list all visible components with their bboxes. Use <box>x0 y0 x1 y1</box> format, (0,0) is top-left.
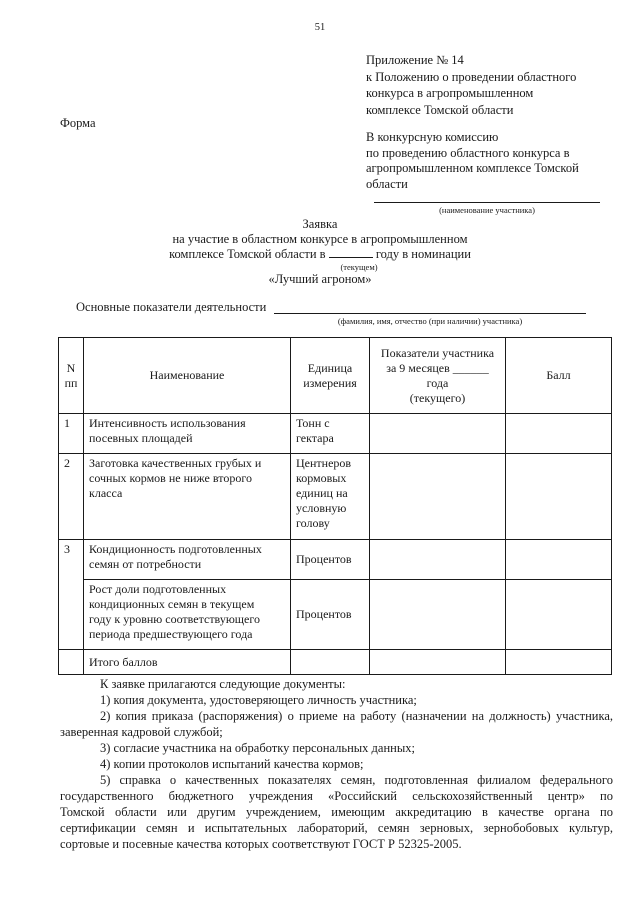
cell-text: условную <box>296 501 347 515</box>
participant-fio-caption: (фамилия, имя, отчество (при наличии) участника) <box>337 316 523 326</box>
cell-text: году к уровню соответствующего <box>89 612 260 626</box>
document-item: заверенная кадровой службой; <box>60 725 223 739</box>
attached-documents <box>60 676 613 852</box>
cell-number: 2 <box>59 454 84 540</box>
nomination-title: «Лучший агроном» <box>268 272 372 286</box>
cell-text: посевных площадей <box>89 431 193 445</box>
cell-unit: Процентов <box>291 540 370 580</box>
addressee-line: В конкурсную комиссию <box>366 130 499 144</box>
cell-indicator-value <box>370 540 506 580</box>
cell-number: 1 <box>59 414 84 454</box>
appendix-line: Приложение № 14 <box>366 53 464 67</box>
documents-intro: К заявке прилагаются следующие документы: <box>100 677 346 691</box>
table-total-row <box>59 650 612 675</box>
cell-score <box>506 580 612 650</box>
header-text: за 9 месяцев ______ <box>386 360 489 375</box>
cell-indicator-value <box>370 650 506 675</box>
header-text: пп <box>64 375 78 390</box>
document-item: сертификации семян и испытательных лабораторий, семян зерновых, зернобобовых культур, <box>60 821 613 835</box>
cell-number <box>59 650 84 675</box>
document-item: государственного бюджетного учреждения «Российский сельскохозяйственный центр» по <box>60 789 613 803</box>
header-text: Балл <box>546 368 571 382</box>
application-heading: Заявка <box>302 217 338 231</box>
document-item: 1) копия документа, удостоверяющего личность участника; <box>100 693 417 707</box>
cell-total-label: Итого баллов <box>84 650 291 675</box>
header-text: Единица <box>307 360 353 375</box>
application-subtitle-part: комплексе Томской области в <box>169 247 326 261</box>
table-row <box>59 580 612 650</box>
appendix-block <box>366 52 576 118</box>
header-name <box>84 338 291 414</box>
addressee-line: области <box>366 176 408 191</box>
cell-text: Заготовка качественных грубых и <box>89 456 262 470</box>
page-number: 51 <box>314 22 326 33</box>
header-text: измерения <box>303 375 357 390</box>
cell-indicator-value <box>370 454 506 540</box>
cell-name <box>84 580 291 650</box>
document-item: Томской области или другим учреждением, имеющим аккредитацию в качестве органа по <box>60 805 613 819</box>
application-subtitle-part: году в номинации <box>375 247 471 261</box>
cell-text: кормовых <box>296 471 347 485</box>
addressee-line: агропромышленном комплексе Томской <box>366 161 579 175</box>
cell-text: сочных кормов не ниже второго <box>89 471 252 485</box>
cell-name <box>84 414 291 454</box>
cell-text: Центнеров <box>296 456 352 470</box>
application-subtitle-line: на участие в областном конкурсе в агропромышленном <box>172 232 468 246</box>
header-text: Показатели участника <box>380 345 495 360</box>
cell-text: Кондиционность подготовленных <box>89 542 262 556</box>
cell-score <box>506 540 612 580</box>
header-number <box>59 338 84 414</box>
cell-name <box>84 540 291 580</box>
forma-label: Форма <box>60 116 96 130</box>
header-indicators <box>370 338 506 414</box>
participant-fio-line <box>274 313 586 314</box>
document-item: 4) копии протоколов испытаний качества кормов; <box>100 757 364 771</box>
cell-score <box>506 414 612 454</box>
main-indicators-label: Основные показатели деятельности <box>76 300 267 314</box>
cell-text: единиц на <box>296 486 348 500</box>
header-score <box>506 338 612 414</box>
cell-name <box>84 454 291 540</box>
cell-unit <box>291 454 370 540</box>
cell-text: Интенсивность использования <box>89 416 246 430</box>
cell-text: класса <box>89 486 123 500</box>
cell-score <box>506 454 612 540</box>
year-blank <box>329 246 373 258</box>
cell-score <box>506 650 612 675</box>
cell-text: периода предшествующего года <box>89 627 253 641</box>
cell-text: голову <box>296 516 330 530</box>
addressee-block <box>366 130 579 192</box>
header-text: года <box>426 375 449 390</box>
cell-unit <box>291 650 370 675</box>
header-text: N <box>66 360 76 375</box>
table-row <box>59 414 612 454</box>
cell-text: гектара <box>296 431 334 445</box>
application-subtitle-line <box>0 246 640 262</box>
cell-indicator-value <box>370 414 506 454</box>
year-caption: (текущем) <box>340 262 378 272</box>
document-item: сортовые и посевные качества которых соответствуют ГОСТ Р 52325-2005. <box>60 837 462 851</box>
appendix-line: к Положению о проведении областного <box>366 69 577 84</box>
appendix-line: конкурса в агропромышленном <box>366 86 534 100</box>
cell-text: Рост доли подготовленных <box>89 582 227 596</box>
cell-text: кондиционных семян в текущем <box>89 597 255 611</box>
header-unit <box>291 338 370 414</box>
participant-caption: (наименование участника) <box>439 205 535 215</box>
cell-unit <box>291 414 370 454</box>
document-item: 5) справка о качественных показателях семян, подготовленная филиалом федерального <box>100 773 613 787</box>
cell-text: Тонн с <box>296 416 330 430</box>
table-header-row <box>59 338 612 414</box>
addressee-line: по проведению областного конкурса в <box>366 145 570 160</box>
cell-text: семян от потребности <box>89 557 202 571</box>
cell-indicator-value <box>370 580 506 650</box>
participant-name-line <box>374 202 600 203</box>
header-text: (текущего) <box>409 390 466 405</box>
table-row <box>59 540 612 580</box>
appendix-line: комплексе Томской области <box>366 102 514 117</box>
cell-number: 3 <box>59 540 84 650</box>
header-text: Наименование <box>149 368 225 382</box>
cell-unit: Процентов <box>291 580 370 650</box>
document-item: 3) согласие участника на обработку персональных данных; <box>100 741 415 755</box>
document-item: 2) копия приказа (распоряжения) о приеме на работу (назначении на должность) участника, <box>100 709 613 723</box>
table-row <box>59 454 612 540</box>
indicators-table <box>58 337 612 675</box>
